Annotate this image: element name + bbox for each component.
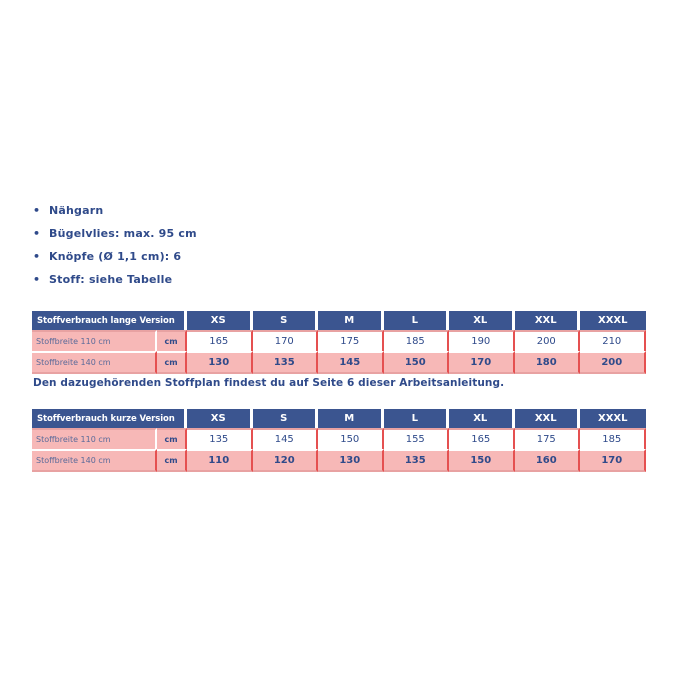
size-header: XS [187, 409, 253, 428]
row-unit: cm [157, 330, 187, 351]
size-header: M [318, 409, 384, 428]
table-cell: 145 [318, 351, 384, 374]
table-cell: 135 [187, 428, 253, 449]
table-caption: Stoffverbrauch lange Version [32, 311, 187, 330]
list-item: • Stoff: siehe Tabelle [33, 273, 173, 286]
table-cell: 160 [515, 449, 581, 472]
table-caption: Stoffverbrauch kurze Version [32, 409, 187, 428]
table-cell: 150 [318, 428, 384, 449]
table-cell: 150 [384, 351, 450, 374]
list-item: • Bügelvlies: max. 95 cm [33, 227, 197, 240]
bullet-icon: • [33, 250, 41, 263]
size-header: L [384, 409, 450, 428]
table-cell: 110 [187, 449, 253, 472]
fabric-table-short [32, 409, 646, 472]
size-header: S [253, 311, 319, 330]
table-cell: 145 [253, 428, 319, 449]
size-header: XL [449, 311, 515, 330]
table-cell: 170 [253, 330, 319, 351]
size-header: S [253, 409, 319, 428]
size-header: M [318, 311, 384, 330]
table-header-row [32, 311, 646, 330]
table-cell: 170 [449, 351, 515, 374]
size-header: XS [187, 311, 253, 330]
row-label: Stoffbreite 110 cm [32, 428, 157, 449]
table-header-row [32, 409, 646, 428]
size-header: L [384, 311, 450, 330]
table-cell: 200 [580, 351, 646, 374]
table-row [32, 351, 646, 374]
table-cell: 210 [580, 330, 646, 351]
fabric-table-long [32, 311, 646, 374]
table-cell: 175 [515, 428, 581, 449]
size-header: XXL [515, 409, 581, 428]
bullet-icon: • [33, 227, 41, 240]
materials-list [33, 204, 197, 296]
size-header: XXL [515, 311, 581, 330]
table-cell: 180 [515, 351, 581, 374]
table-row [32, 449, 646, 472]
table-cell: 165 [449, 428, 515, 449]
row-unit: cm [157, 351, 187, 374]
table-row [32, 330, 646, 351]
list-item: • Knöpfe (Ø 1,1 cm): 6 [33, 250, 182, 263]
size-header: XXXL [580, 311, 646, 330]
table-cell: 120 [253, 449, 319, 472]
table-cell: 200 [515, 330, 581, 351]
list-item: • Nähgarn [33, 204, 104, 217]
table-cell: 130 [187, 351, 253, 374]
size-header: XXXL [580, 409, 646, 428]
size-header: XL [449, 409, 515, 428]
table-cell: 165 [187, 330, 253, 351]
table-cell: 135 [384, 449, 450, 472]
table-row [32, 428, 646, 449]
row-unit: cm [157, 428, 187, 449]
bullet-icon: • [33, 273, 41, 286]
table-cell: 190 [449, 330, 515, 351]
table-cell: 170 [580, 449, 646, 472]
bullet-icon: • [33, 204, 41, 217]
row-label: Stoffbreite 140 cm [32, 449, 157, 472]
table-cell: 185 [384, 330, 450, 351]
table-cell: 175 [318, 330, 384, 351]
row-label: Stoffbreite 140 cm [32, 351, 157, 374]
table-cell: 135 [253, 351, 319, 374]
row-label: Stoffbreite 110 cm [32, 330, 157, 351]
table-cell: 130 [318, 449, 384, 472]
row-unit: cm [157, 449, 187, 472]
pattern-note: Den dazugehörenden Stoffplan findest du auf Seite 6 dieser Arbeitsanleitung. [33, 377, 505, 389]
table-cell: 185 [580, 428, 646, 449]
table-cell: 150 [449, 449, 515, 472]
table-cell: 155 [384, 428, 450, 449]
